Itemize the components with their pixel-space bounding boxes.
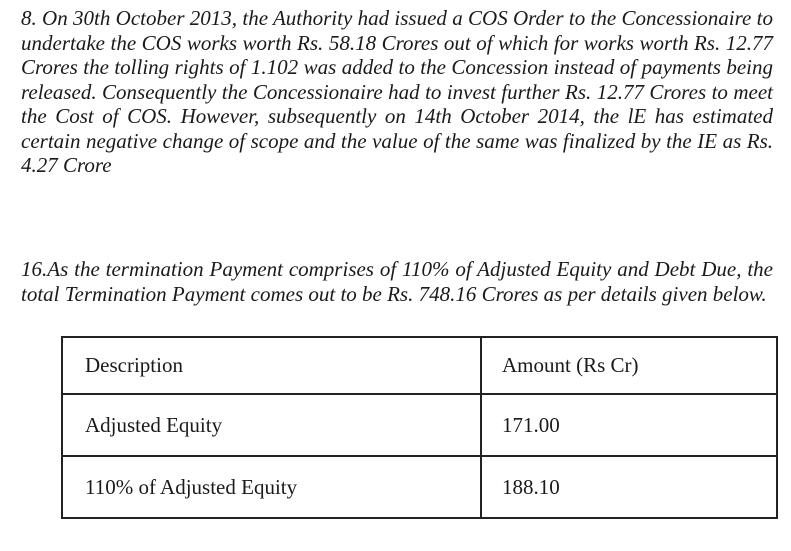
- row-amount: 171.00: [481, 394, 777, 456]
- paragraph-16: 16.As the termination Payment comprises of 110% of Adjusted Equity and Debt Due, the total Termination Payment comes out to be Rs. 748.16 Crores as per details given below.: [21, 257, 773, 306]
- row-amount: 188.10: [481, 456, 777, 518]
- table-row: [62, 394, 777, 456]
- table-row: [62, 456, 777, 518]
- table-header-row: [62, 337, 777, 394]
- header-amount: Amount (Rs Cr): [481, 337, 777, 394]
- paragraph-8: 8. On 30th October 2013, the Authority had issued a COS Order to the Concessionaire to undertake the COS works worth Rs. 58.18 Crores out of which for works worth Rs. 12.77 Crores the tolling rights of 1.102 was added to the Concession instead of payments being released. Consequently the Concessionaire had to invest further Rs. 12.77 Crores to meet the Cost of COS. However, subsequently on 14th October 2014, the lE has estimated certain negative change of scope and the value of the same was finalized by the IE as Rs. 4.27 Crore: [21, 6, 773, 177]
- termination-payment-table: [61, 336, 778, 519]
- header-description: Description: [62, 337, 481, 394]
- row-description: Adjusted Equity: [62, 394, 481, 456]
- row-description: 110% of Adjusted Equity: [62, 456, 481, 518]
